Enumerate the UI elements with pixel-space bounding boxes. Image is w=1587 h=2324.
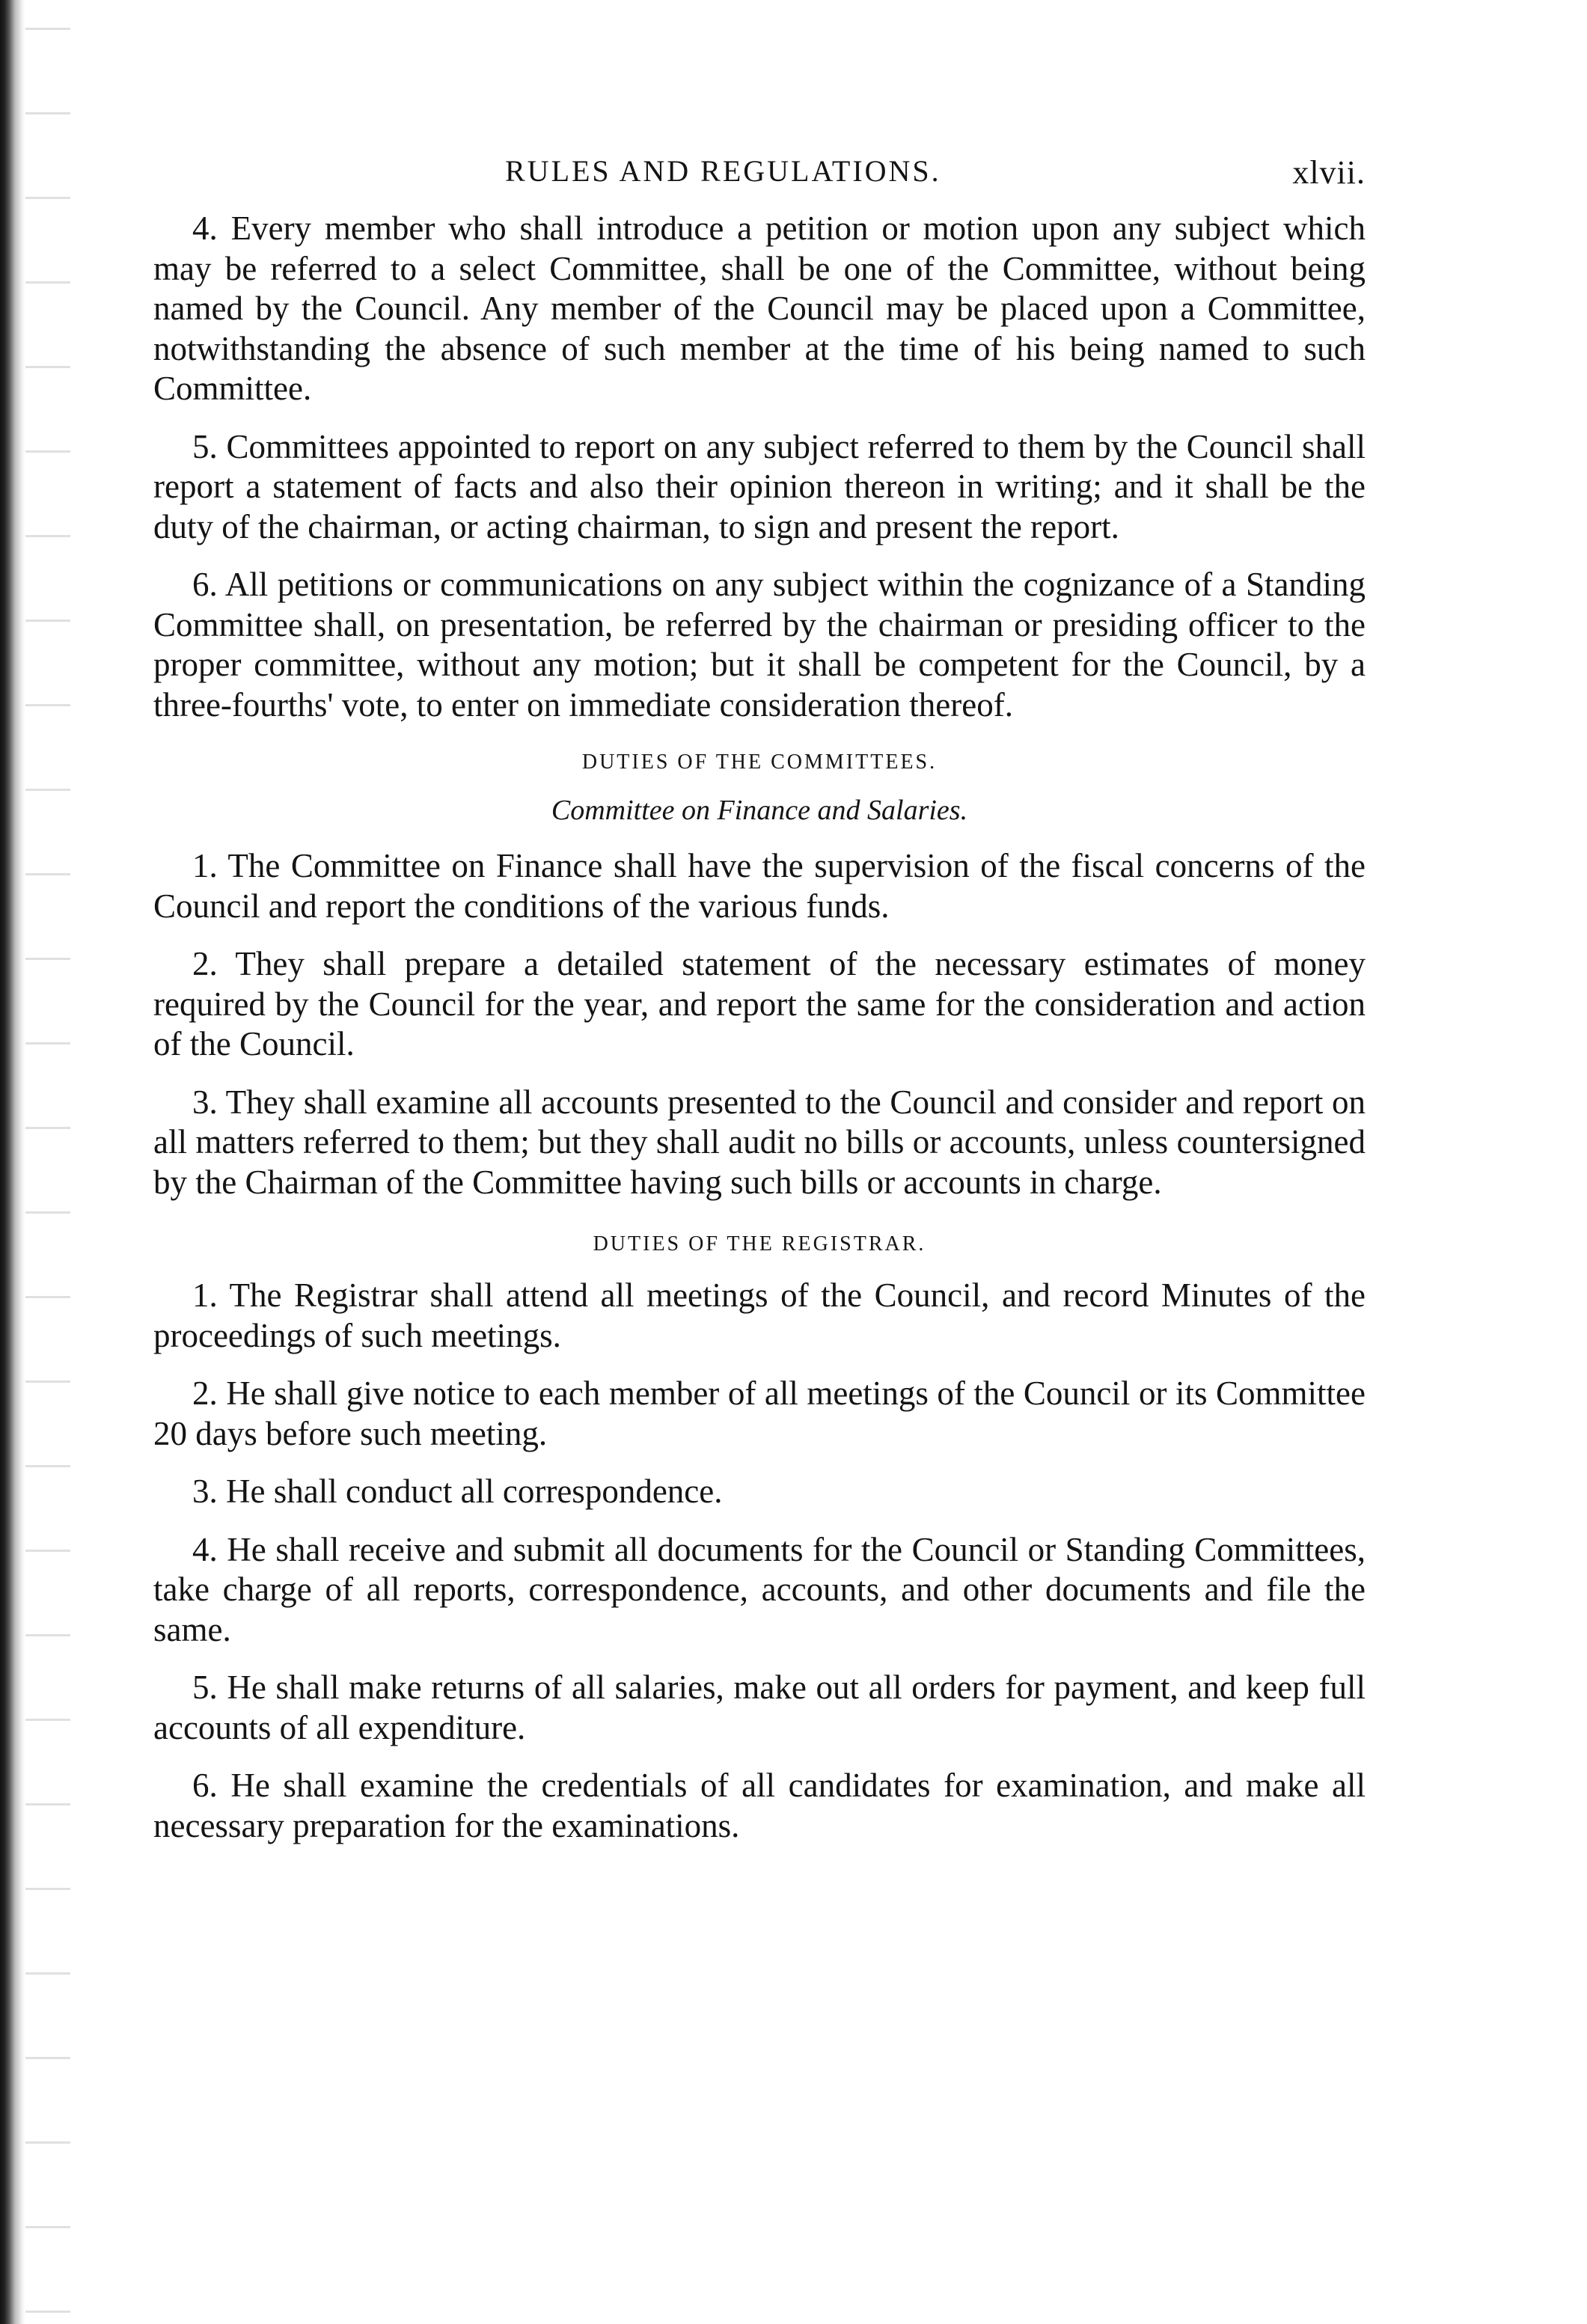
general-rules-section (153, 209, 1366, 725)
section-subheading: Committee on Finance and Salaries. (551, 795, 968, 826)
registrar-duties-section (153, 1232, 1366, 1846)
committees-duties-section (153, 750, 1366, 1202)
rule-paragraph: 1. The Registrar shall attend all meetings of the Council, and record Minutes of the proceedings of such meetings. (153, 1276, 1366, 1354)
rule-paragraph: 1. The Committee on Finance shall have the supervision of the fiscal concerns of the Council and report the conditions of the various funds. (153, 847, 1366, 925)
running-head (153, 153, 1366, 198)
running-title: RULES AND REGULATIONS. (505, 154, 941, 188)
rule-paragraph: 5. Committees appointed to report on any subject referred to them by the Council shall report a statement of facts and also their opinion thereon in writing; and it shall be the duty of the chairman, or acting chairman, to sign and present the report. (153, 427, 1366, 545)
book-page (153, 153, 1366, 1864)
section-heading: DUTIES OF THE COMMITTEES. (581, 750, 938, 774)
rule-paragraph: 5. He shall make returns of all salaries, make out all orders for payment, and keep full accounts of all expenditure. (153, 1669, 1366, 1746)
section-heading: DUTIES OF THE REGISTRAR. (593, 1232, 926, 1256)
rule-paragraph: 4. He shall receive and submit all documents for the Council or Standing Committees, take charge of all reports, correspondence, accounts, and other documents and file the same. (153, 1530, 1366, 1648)
rule-paragraph: 2. They shall prepare a detailed statement of the necessary estimates of money required by the Council for the year, and report the same for the consideration and action of the Council. (153, 945, 1366, 1062)
rule-paragraph: 2. He shall give notice to each member of all meetings of the Council or its Committee 20 days before such meeting. (153, 1374, 1366, 1452)
page-binding-edge (0, 0, 25, 2324)
binding-shadow (25, 0, 70, 2324)
rule-paragraph: 3. He shall conduct all correspondence. (192, 1473, 723, 1510)
rule-paragraph: 3. They shall examine all accounts presented to the Council and consider and report on all matters referred to them; but they shall audit no bills or accounts, unless countersigned by the Chairman of the Committee having such bills or accounts in charge. (153, 1083, 1366, 1201)
rule-paragraph: 6. He shall examine the credentials of all candidates for examination, and make all necessary preparation for the examinations. (153, 1767, 1366, 1844)
rule-paragraph: 6. All petitions or communications on any subject within the cognizance of a Standing Committee shall, on presentation, be referred by the chairman or presiding officer to the proper committee, without any motion; but it shall be competent for the Council, by a three-fourths' vote, to enter on immediate consideration thereof. (153, 566, 1366, 724)
rule-paragraph: 4. Every member who shall introduce a petition or motion upon any subject which may be referred to a select Committee, shall be one of the Committee, without being named by the Council. Any member of the Council may be placed upon a Committee, notwithstanding the absence of such member at the time of his being named to such Committee. (153, 210, 1366, 407)
page-number: xlvii. (1292, 154, 1366, 191)
